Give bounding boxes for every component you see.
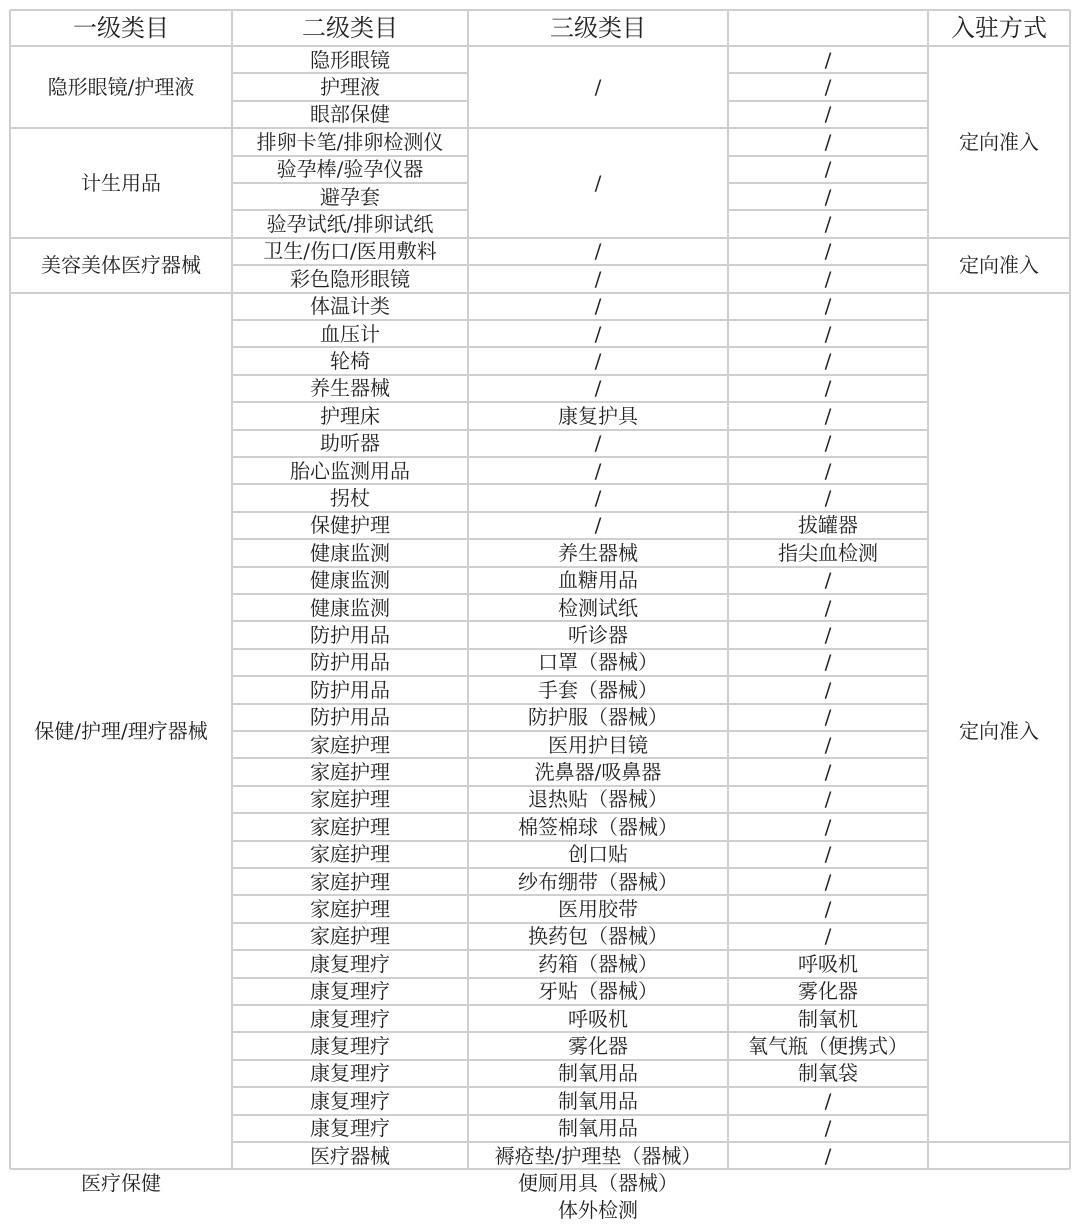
- row-divider: [232, 155, 468, 157]
- row-divider: [10, 9, 1070, 11]
- level1-category: 美容美体医疗器械: [41, 253, 201, 278]
- row-divider: [468, 812, 728, 814]
- level2-category: 护理液: [320, 75, 380, 100]
- row-divider: [728, 429, 928, 431]
- level4-category: /: [824, 266, 832, 291]
- level3-category: 血糖用品: [558, 568, 638, 593]
- level3-category: 便厕用具（器械）: [518, 1171, 678, 1196]
- level2-category: 家庭护理: [310, 924, 390, 949]
- row-divider: [728, 840, 928, 842]
- level3-category: 呼吸机: [568, 1006, 628, 1031]
- row-divider: [232, 977, 468, 979]
- level4-category: /: [824, 595, 832, 620]
- row-divider: [468, 949, 728, 951]
- row-divider: [728, 648, 928, 650]
- level3-category: 康复护具: [558, 403, 638, 428]
- level4-category: /: [824, 75, 832, 100]
- level4-category: /: [824, 349, 832, 374]
- row-divider: [468, 566, 728, 568]
- row-divider: [468, 1031, 728, 1033]
- level3-category: 创口贴: [568, 842, 628, 867]
- level4-category: /: [824, 212, 832, 237]
- level2-category: 隐形眼镜: [310, 47, 390, 72]
- row-divider: [728, 1031, 928, 1033]
- row-divider: [232, 538, 468, 540]
- entry-method: 定向准入: [959, 129, 1039, 154]
- row-divider: [10, 127, 232, 129]
- level3-category: /: [594, 458, 602, 483]
- level2-category: 康复理疗: [310, 979, 390, 1004]
- level2-category: 眼部保健: [310, 102, 390, 127]
- row-divider: [728, 1086, 928, 1088]
- entry-method: 定向准入: [959, 253, 1039, 278]
- row-divider: [728, 977, 928, 979]
- level2-category: 康复理疗: [310, 1034, 390, 1059]
- level4-category: /: [824, 787, 832, 812]
- row-divider: [468, 127, 728, 129]
- row-divider: [468, 675, 728, 677]
- row-divider: [928, 237, 1070, 239]
- entry-method: [928, 1142, 1070, 1169]
- row-divider: [468, 977, 728, 979]
- row-divider: [232, 648, 468, 650]
- level4-category: /: [824, 403, 832, 428]
- level3-category: 雾化器: [568, 1034, 628, 1059]
- row-divider: [728, 675, 928, 677]
- level4-category: /: [824, 568, 832, 593]
- level4-category: /: [824, 157, 832, 182]
- level4-category: /: [824, 458, 832, 483]
- level3-category: 退热贴（器械）: [528, 787, 668, 812]
- level3-category: 听诊器: [568, 623, 628, 648]
- level3-category: 纱布绷带（器械）: [518, 869, 678, 894]
- row-divider: [468, 319, 728, 321]
- level2-category: 健康监测: [310, 595, 390, 620]
- level3-category: 医用胶带: [558, 897, 638, 922]
- row-divider: [728, 894, 928, 896]
- level2-category: 卫生/伤口/医用敷料: [263, 239, 437, 264]
- row-divider: [728, 867, 928, 869]
- level3-category: 制氧用品: [558, 1088, 638, 1113]
- row-divider: [728, 593, 928, 595]
- row-divider: [232, 237, 468, 239]
- level3-category: /: [594, 170, 602, 195]
- level3-category: 制氧用品: [558, 1116, 638, 1141]
- level4-category: /: [824, 732, 832, 757]
- row-divider: [232, 675, 468, 677]
- level1-category: 保健/护理/理疗器械: [34, 718, 208, 743]
- row-divider: [468, 757, 728, 759]
- level3-category: 手套（器械）: [538, 677, 658, 702]
- header-cell: 三级类目: [550, 14, 646, 42]
- row-divider: [10, 45, 1070, 47]
- row-divider: [468, 292, 728, 294]
- row-divider: [728, 511, 928, 513]
- row-divider: [728, 785, 928, 787]
- level2-category: 体温计类: [310, 294, 390, 319]
- level3-category: 换药包（器械）: [528, 924, 668, 949]
- row-divider: [468, 374, 728, 376]
- row-divider: [10, 237, 232, 239]
- level4-category: /: [824, 650, 832, 675]
- row-divider: [468, 894, 728, 896]
- row-divider: [468, 1086, 728, 1088]
- row-divider: [232, 292, 468, 294]
- row-divider: [10, 1168, 232, 1170]
- level2-category: 家庭护理: [310, 732, 390, 757]
- level2-category: 防护用品: [310, 705, 390, 730]
- level3-category: 制氧用品: [558, 1061, 638, 1086]
- row-divider: [928, 1141, 1070, 1143]
- row-divider: [468, 593, 728, 595]
- level4-category: /: [824, 897, 832, 922]
- level2-category: 护理床: [320, 403, 380, 428]
- level2-category: 防护用品: [310, 677, 390, 702]
- column-divider: [231, 10, 233, 1169]
- level3-category: 口罩（器械）: [538, 650, 658, 675]
- level3-category: 牙贴（器械）: [538, 979, 658, 1004]
- row-divider: [232, 127, 468, 129]
- row-divider: [468, 456, 728, 458]
- level2-category: 家庭护理: [310, 760, 390, 785]
- level3-category: 褥疮垫/护理垫（器械）: [494, 1143, 702, 1168]
- row-divider: [468, 867, 728, 869]
- row-divider: [468, 620, 728, 622]
- level2-category: 排卵卡笔/排卵检测仪: [256, 129, 444, 154]
- level2-category: 血压计: [320, 321, 380, 346]
- level1-category: 隐形眼镜/护理液: [47, 75, 195, 100]
- row-divider: [232, 620, 468, 622]
- row-divider: [232, 100, 468, 102]
- level4-category: 雾化器: [798, 979, 858, 1004]
- row-divider: [728, 757, 928, 759]
- level4-category: /: [824, 705, 832, 730]
- row-divider: [468, 483, 728, 485]
- row-divider: [232, 182, 468, 184]
- category-table: [10, 10, 1070, 1223]
- level2-category: 助听器: [320, 431, 380, 456]
- level3-category: 养生器械: [558, 540, 638, 565]
- row-divider: [232, 785, 468, 787]
- row-divider: [728, 319, 928, 321]
- level4-category: /: [824, 239, 832, 264]
- row-divider: [232, 1086, 468, 1088]
- row-divider: [728, 346, 928, 348]
- row-divider: [232, 867, 468, 869]
- row-divider: [728, 72, 928, 74]
- row-divider: [728, 100, 928, 102]
- row-divider: [728, 730, 928, 732]
- level4-category: /: [824, 431, 832, 456]
- row-divider: [468, 401, 728, 403]
- level2-category: 康复理疗: [310, 1088, 390, 1113]
- level4-category: /: [824, 623, 832, 648]
- level4-category: 呼吸机: [798, 951, 858, 976]
- level2-category: 验孕试纸/排卵试纸: [266, 212, 434, 237]
- row-divider: [232, 703, 468, 705]
- level2-category: 拐杖: [330, 486, 370, 511]
- row-divider: [232, 922, 468, 924]
- row-divider: [728, 566, 928, 568]
- row-divider: [232, 894, 468, 896]
- row-divider: [728, 182, 928, 184]
- header-cell: 入驻方式: [951, 14, 1047, 42]
- level4-category: 氧气瓶（便携式）: [748, 1034, 908, 1059]
- level4-category: /: [824, 842, 832, 867]
- row-divider: [468, 346, 728, 348]
- row-divider: [728, 1114, 928, 1116]
- row-divider: [728, 209, 928, 211]
- column-divider: [727, 10, 729, 1169]
- level3-category: /: [594, 376, 602, 401]
- row-divider: [232, 456, 468, 458]
- level4-category: /: [824, 1143, 832, 1168]
- row-divider: [728, 949, 928, 951]
- row-divider: [232, 1059, 468, 1061]
- row-divider: [232, 511, 468, 513]
- level4-category: /: [824, 47, 832, 72]
- row-divider: [728, 1059, 928, 1061]
- level3-category: 检测试纸: [558, 595, 638, 620]
- level4-category: /: [824, 184, 832, 209]
- level2-category: 家庭护理: [310, 869, 390, 894]
- row-divider: [232, 593, 468, 595]
- level3-category: /: [594, 321, 602, 346]
- row-divider: [728, 620, 928, 622]
- level3-category: 药箱（器械）: [538, 951, 658, 976]
- level2-category: 防护用品: [310, 623, 390, 648]
- row-divider: [468, 922, 728, 924]
- level4-category: 制氧袋: [798, 1061, 858, 1086]
- row-divider: [728, 703, 928, 705]
- row-divider: [468, 511, 728, 513]
- level1-category: 计生用品: [81, 170, 161, 195]
- row-divider: [728, 1141, 928, 1143]
- row-divider: [232, 346, 468, 348]
- row-divider: [468, 1114, 728, 1116]
- entry-method: 定向准入: [959, 718, 1039, 743]
- level1-category: 医疗保健: [81, 1171, 161, 1196]
- row-divider: [728, 812, 928, 814]
- row-divider: [232, 812, 468, 814]
- row-divider: [232, 209, 468, 211]
- level2-category: 健康监测: [310, 540, 390, 565]
- row-divider: [232, 566, 468, 568]
- row-divider: [468, 840, 728, 842]
- level4-category: 拔罐器: [798, 513, 858, 538]
- row-divider: [468, 538, 728, 540]
- level4-category: /: [824, 869, 832, 894]
- row-divider: [928, 292, 1070, 294]
- level4-category: 指尖血检测: [778, 540, 878, 565]
- row-divider: [468, 648, 728, 650]
- column-divider: [467, 10, 469, 1169]
- level2-category: 保健护理: [310, 513, 390, 538]
- level2-category: 防护用品: [310, 650, 390, 675]
- row-divider: [468, 785, 728, 787]
- row-divider: [232, 1114, 468, 1116]
- level2-category: 康复理疗: [310, 1006, 390, 1031]
- level2-category: 胎心监测用品: [290, 458, 410, 483]
- level4-category: /: [824, 1088, 832, 1113]
- level2-category: 医疗器械: [310, 1143, 390, 1168]
- column-divider: [927, 10, 929, 1169]
- level4-category: /: [824, 1116, 832, 1141]
- row-divider: [728, 922, 928, 924]
- row-divider: [728, 237, 928, 239]
- level3-category: 防护服（器械）: [528, 705, 668, 730]
- row-divider: [728, 155, 928, 157]
- level3-category: /: [594, 486, 602, 511]
- level4-category: /: [824, 321, 832, 346]
- level3-category: 洗鼻器/吸鼻器: [534, 760, 662, 785]
- row-divider: [728, 292, 928, 294]
- row-divider: [468, 703, 728, 705]
- row-divider: [232, 757, 468, 759]
- header-cell: [728, 10, 928, 46]
- row-divider: [232, 1004, 468, 1006]
- level2-category: 家庭护理: [310, 787, 390, 812]
- row-divider: [728, 264, 928, 266]
- level4-category: 制氧机: [798, 1006, 858, 1031]
- row-divider: [232, 1031, 468, 1033]
- row-divider: [232, 840, 468, 842]
- level4-category: /: [824, 129, 832, 154]
- row-divider: [232, 949, 468, 951]
- row-divider: [468, 730, 728, 732]
- level3-category: /: [594, 294, 602, 319]
- level3-category: 棉签棉球（器械）: [518, 814, 678, 839]
- row-divider: [232, 319, 468, 321]
- row-divider: [232, 730, 468, 732]
- row-divider: [468, 1059, 728, 1061]
- row-divider: [232, 429, 468, 431]
- row-divider: [468, 1004, 728, 1006]
- level4-category: /: [824, 677, 832, 702]
- row-divider: [728, 401, 928, 403]
- level2-category: 避孕套: [320, 184, 380, 209]
- row-divider: [232, 374, 468, 376]
- level4-category: /: [824, 102, 832, 127]
- level4-category: /: [824, 924, 832, 949]
- level2-category: 家庭护理: [310, 897, 390, 922]
- row-divider: [728, 374, 928, 376]
- row-divider: [728, 1004, 928, 1006]
- level3-category: /: [594, 266, 602, 291]
- row-divider: [232, 1141, 468, 1143]
- level2-category: 养生器械: [310, 376, 390, 401]
- level3-category: /: [594, 431, 602, 456]
- level2-category: 彩色隐形眼镜: [290, 266, 410, 291]
- header-cell: 二级类目: [302, 14, 398, 42]
- row-divider: [232, 483, 468, 485]
- column-divider: [9, 10, 11, 1169]
- row-divider: [10, 292, 232, 294]
- level3-category: 医用护目镜: [548, 732, 648, 757]
- row-divider: [232, 401, 468, 403]
- level2-category: 验孕棒/验孕仪器: [276, 157, 424, 182]
- row-divider: [728, 127, 928, 129]
- level3-category: 体外检测: [558, 1198, 638, 1223]
- row-divider: [728, 538, 928, 540]
- level4-category: /: [824, 814, 832, 839]
- level4-category: /: [824, 376, 832, 401]
- level3-category: /: [594, 75, 602, 100]
- level4-category: /: [824, 294, 832, 319]
- level2-category: 康复理疗: [310, 1116, 390, 1141]
- header-cell: 一级类目: [73, 14, 169, 42]
- level2-category: 轮椅: [330, 349, 370, 374]
- level3-category: /: [594, 239, 602, 264]
- level4-category: /: [824, 760, 832, 785]
- row-divider: [468, 237, 728, 239]
- level3-category: /: [594, 513, 602, 538]
- row-divider: [728, 483, 928, 485]
- row-divider: [468, 1141, 728, 1143]
- level4-category: /: [824, 486, 832, 511]
- row-divider: [468, 429, 728, 431]
- level2-category: 家庭护理: [310, 814, 390, 839]
- level2-category: 康复理疗: [310, 951, 390, 976]
- column-divider: [1069, 10, 1071, 1169]
- row-divider: [468, 264, 728, 266]
- row-divider: [232, 72, 468, 74]
- level2-category: 康复理疗: [310, 1061, 390, 1086]
- level2-category: 家庭护理: [310, 842, 390, 867]
- level2-category: 健康监测: [310, 568, 390, 593]
- row-divider: [232, 264, 468, 266]
- level3-category: /: [594, 349, 602, 374]
- row-divider: [728, 456, 928, 458]
